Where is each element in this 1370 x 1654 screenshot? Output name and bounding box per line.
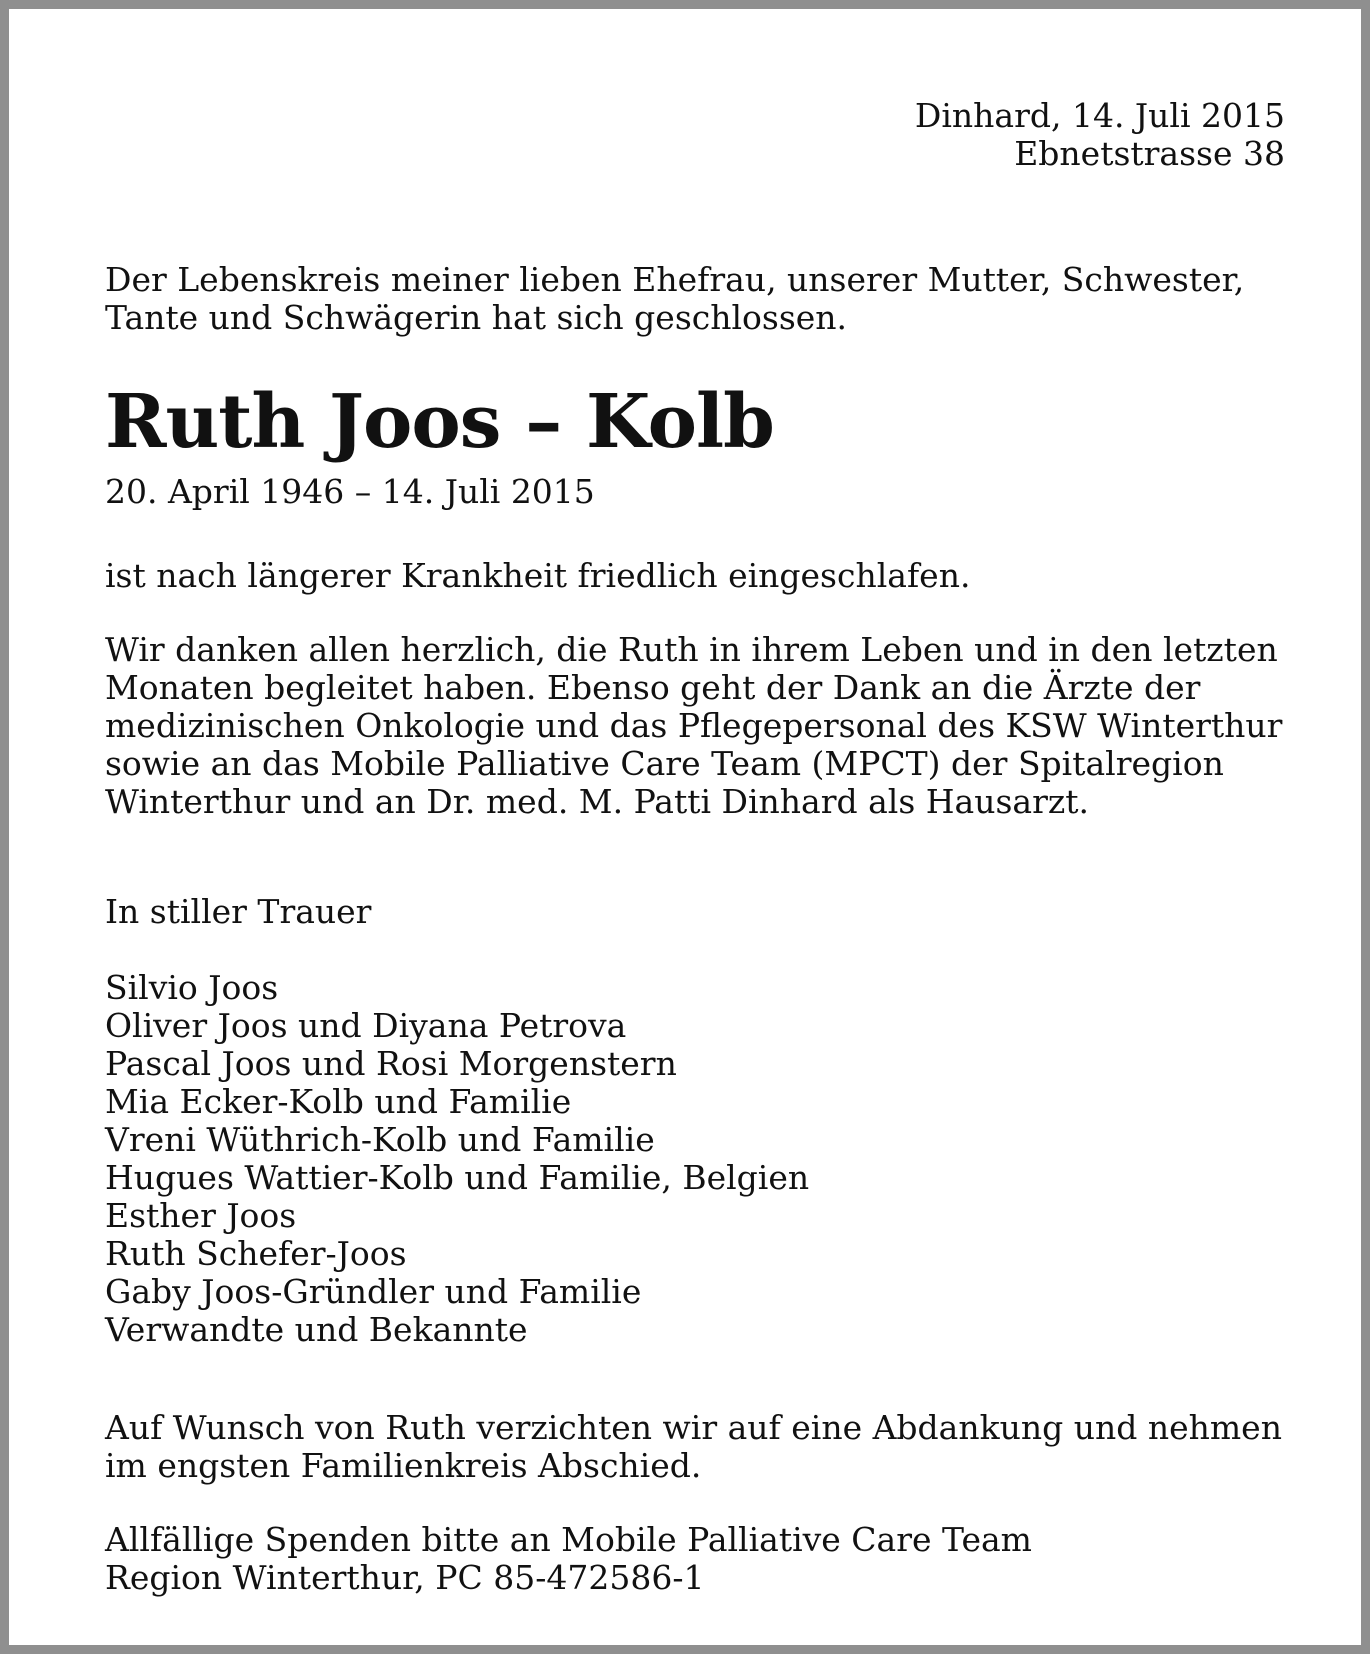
passing-statement: ist nach längerer Krankheit friedlich eingeschlafen. [105, 556, 971, 595]
intro-line: Der Lebenskreis meiner lieben Ehefrau, unserer Mutter, Schwester, [105, 260, 1245, 299]
mourner-item: Silvio Joos [105, 968, 279, 1007]
mourner-item: Ruth Schefer-Joos [105, 1234, 407, 1273]
mourner-item: Vreni Wüthrich-Kolb und Familie [105, 1120, 655, 1159]
thanks-line: Wir danken allen herzlich, die Ruth in ihrem Leben und in den letzten [105, 630, 1278, 669]
intro-line: Tante und Schwägerin hat sich geschlossen. [105, 298, 848, 337]
header-block [915, 97, 1285, 173]
mourner-item: Hugues Wattier-Kolb und Familie, Belgien [105, 1158, 810, 1197]
donations-line: Region Winterthur, PC 85-472586-1 [105, 1558, 705, 1597]
mourner-item: Esther Joos [105, 1196, 297, 1235]
thanks-line: medizinischen Onkologie und das Pflegepersonal des KSW Winterthur [105, 706, 1283, 745]
intro-text [105, 261, 1244, 337]
thanks-line: sowie an das Mobile Palliative Care Team (MPCT) der Spitalregion [105, 744, 1224, 783]
mourner-item: Verwandte und Bekannte [105, 1310, 528, 1349]
thanks-paragraph [105, 631, 1282, 821]
farewell-line: im engsten Familienkreis Abschied. [105, 1446, 702, 1485]
mourners-list [105, 969, 809, 1349]
mourner-item: Mia Ecker-Kolb und Familie [105, 1082, 572, 1121]
notice-content [105, 9, 1285, 1645]
mourner-item: Gaby Joos-Gründler und Familie [105, 1272, 642, 1311]
farewell-paragraph [105, 1409, 1282, 1485]
deceased-name: Ruth Joos – Kolb [105, 379, 774, 465]
donations-paragraph [105, 1521, 1032, 1597]
donations-line: Allfällige Spenden bitte an Mobile Palliative Care Team [105, 1520, 1032, 1559]
address: Ebnetstrasse 38 [1014, 134, 1285, 173]
place-date: Dinhard, 14. Juli 2015 [914, 96, 1285, 135]
farewell-line: Auf Wunsch von Ruth verzichten wir auf eine Abdankung und nehmen [105, 1408, 1282, 1447]
thanks-line: Winterthur und an Dr. med. M. Patti Dinhard als Hausarzt. [105, 782, 1089, 821]
mourner-item: Pascal Joos und Rosi Morgenstern [105, 1044, 677, 1083]
life-dates: 20. April 1946 – 14. Juli 2015 [105, 472, 595, 511]
thanks-line: Monaten begleitet haben. Ebenso geht der Dank an die Ärzte der [105, 668, 1201, 707]
mourning-heading: In stiller Trauer [105, 892, 372, 931]
mourner-item: Oliver Joos und Diyana Petrova [105, 1006, 627, 1045]
